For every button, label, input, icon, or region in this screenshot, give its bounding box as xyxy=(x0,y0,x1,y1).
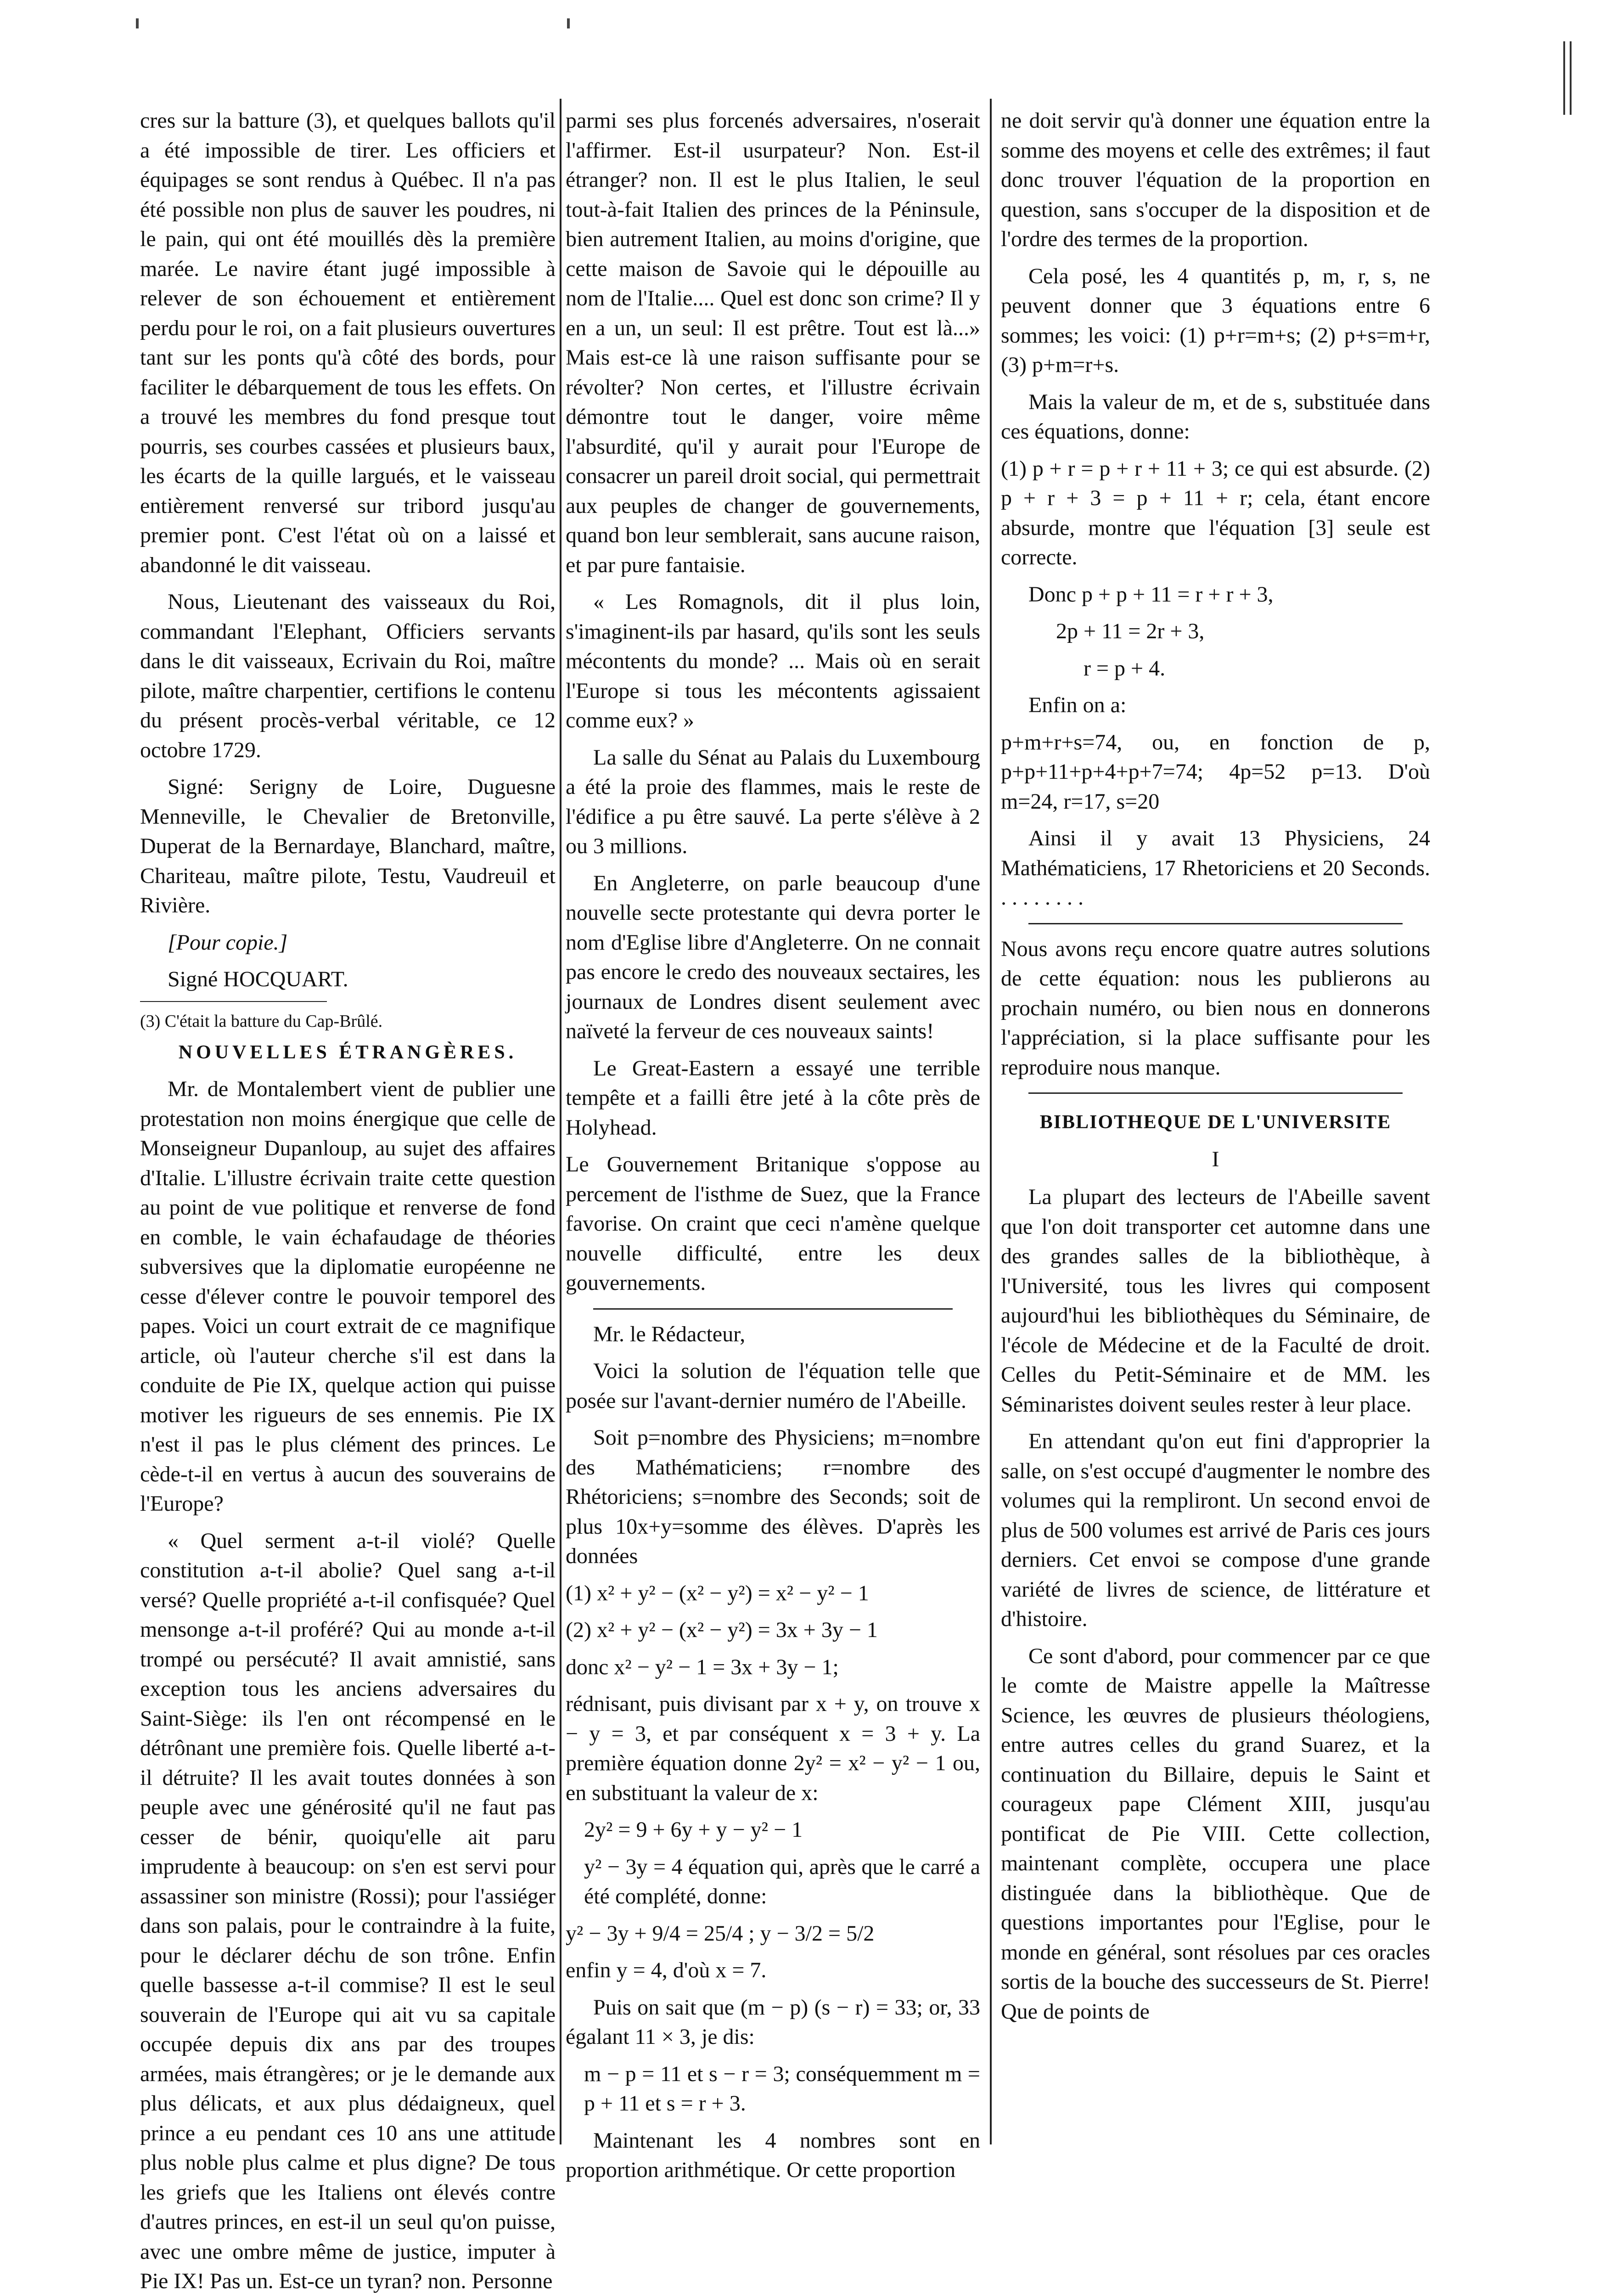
paragraph: BIBLIOTHEQUE DE L'UNIVERSITE xyxy=(1001,1108,1430,1137)
paragraph: Ce sont d'abord, pour commencer par ce que le comte de Maistre appelle la Maîtresse Science, les œuvres de plusieurs théologiens, entre autres celles du grand Suarez, et la continuation du Billaire, depuis le Saint et courageux pape Clément XIII, jusqu'au pontificat de Pie VIII. Cette collection, maintenant complète, occupera une place distinguée dans la bibliothèque. Que de questions importantes pour l'Eglise, pour le monde en général, sont résolues par ces oracles sortis de la bouche des successeurs de St. Pierre! Que de points de xyxy=(1001,1642,1430,2027)
separator-rule xyxy=(1028,1092,1403,1094)
paragraph: Soit p=nombre des Physiciens; m=nombre des Mathématiciens; r=nombre des Rhétoriciens; s=nombre des Seconds; soit de plus 10x+y=somme des élèves. D'après les données xyxy=(566,1423,980,1571)
paragraph: (3) C'était la batture du Cap-Brûlé. xyxy=(140,1009,556,1033)
paragraph: donc x² − y² − 1 = 3x + 3y − 1; xyxy=(566,1653,980,1683)
margin-mark xyxy=(136,18,139,28)
paragraph: Donc p + p + 11 = r + r + 3, xyxy=(1001,580,1430,610)
binding-mark xyxy=(1563,41,1572,115)
paragraph: La salle du Sénat au Palais du Luxembourg a été la proie des flammes, mais le reste de l'édifice a pu être sauvé. La perte s'élève à 2 ou 3 millions. xyxy=(566,743,980,861)
paragraph: rédnisant, puis divisant par x + y, on trouve x − y = 3, et par conséquent x = 3 + y. La première équation donne 2y² = x² − y² − 1 ou, en substituant la valeur de x: xyxy=(566,1689,980,1808)
paragraph: r = p + 4. xyxy=(1001,654,1430,684)
paragraph: 2p + 11 = 2r + 3, xyxy=(1001,617,1430,647)
column-divider xyxy=(560,99,561,2144)
paragraph: I xyxy=(1001,1145,1430,1175)
column-3 xyxy=(1001,99,1430,2144)
paragraph: [Pour copie.] xyxy=(140,928,556,958)
paragraph: cres sur la batture (3), et quelques ballots qu'il a été impossible de tirer. Les officiers et équipages se sont rendus à Québec. Il n'a pas été possible non plus de sauver les poudres, ni le pain, qui ont été mouillés dès la première marée. Le navire étant jugé impossible à relever de son échouement et entièrement perdu pour le roi, on a fait plusieurs ouvertures tant sur les ponts qu'à côté des bords, pour faciliter le débarquement de tous les effets. On a trouvé les membres du fond presque tout pourris, ses courbes cassées et plusieurs baux, les écarts de la quille largués, et le vaisseau entièrement renversé sur tribord jusqu'au premier pont. C'est l'état où on a laissé et abandonné le dit vaisseau. xyxy=(140,106,556,580)
paragraph: Maintenant les 4 nombres sont en proportion arithmétique. Or cette proportion xyxy=(566,2126,980,2185)
paragraph: (1) x² + y² − (x² − y²) = x² − y² − 1 xyxy=(566,1579,980,1609)
paragraph: NOUVELLES ÉTRANGÈRES. xyxy=(140,1038,556,1068)
paragraph: Le Great-Eastern a essayé une terrible tempête et a failli être jeté à la côte près de Holyhead. xyxy=(566,1054,980,1143)
paragraph: parmi ses plus forcenés adversaires, n'oserait l'affirmer. Est-il usurpateur? Non. Est-il étranger? non. Il est le plus Italien, le seul tout-à-fait Italien des princes de la Péninsule, bien autrement Italien, au moins d'origine, que cette maison de Savoie qui le dépouille au nom de l'Italie.... Quel est donc son crime? Il y en a un, un seul: Il est prêtre. Tout est là...» Mais est-ce là une raison suffisante pour se révolter? Non certes, et l'illustre écrivain démontre tout le danger, voire même l'absurdité, qu'il y aurait pour l'Europe de consacrer un pareil droit social, qui permettrait aux peuples de changer de gouvernements, quand bon leur semblerait, sans aucune raison, et par pure fantaisie. xyxy=(566,106,980,580)
paragraph: Enfin on a: xyxy=(1001,691,1430,720)
paragraph: Mr. le Rédacteur, xyxy=(566,1320,980,1350)
column-2 xyxy=(566,99,980,2144)
paragraph: enfin y = 4, d'où x = 7. xyxy=(566,1956,980,1986)
paragraph: Signé: Serigny de Loire, Duguesne Menneville, le Chevalier de Bretonville, Duperat de la Bernardaye, Blanchard, maître, Chariteau, maître pilote, Testu, Vaudreuil et Rivière. xyxy=(140,772,556,921)
paragraph: Mr. de Montalembert vient de publier une protestation non moins énergique que celle de Monseigneur Dupanloup, au sujet des affaires d'Italie. L'illustre écrivain traite cette question au point de vue politique et renverse de fond en comble, le vain échafaudage de théories subversives que la diplomatie européenne ne cesse d'élever contre le pouvoir temporel des papes. Voici un court extrait de ce magnifique article, où l'auteur cherche s'il est dans la conduite de Pie IX, quelque action qui puisse motiver les rigueurs de ses ennemis. Pie IX n'est il pas le plus clément des princes. Le cède-t-il en vertus à aucun des souverains de l'Europe? xyxy=(140,1075,556,1519)
paragraph: ne doit servir qu'à donner une équation entre la somme des moyens et celle des extrêmes; il faut donc trouver l'équation de la proportion en question, sans s'occuper de la disposition et de l'ordre des termes de la proportion. xyxy=(1001,106,1430,254)
paragraph: Le Gouvernement Britanique s'oppose au percement de l'isthme de Suez, que la France favorise. On craint que ceci n'amène quelque nouvelle difficulté, entre les deux gouvernements. xyxy=(566,1150,980,1298)
separator-rule xyxy=(140,1001,327,1002)
paragraph: Nous, Lieutenant des vaisseaux du Roi, commandant l'Elephant, Officiers servants dans le dit vaisseaux, Ecrivain du Roi, maître pilote, maître charpentier, certifions le contenu du présent procès-verbal véritable, ce 12 octobre 1729. xyxy=(140,587,556,765)
paragraph: Signé HOCQUART. xyxy=(140,965,556,995)
paragraph: 2y² = 9 + 6y + y − y² − 1 xyxy=(566,1815,980,1845)
paragraph: Mais la valeur de m, et de s, substituée dans ces équations, donne: xyxy=(1001,388,1430,447)
paragraph: y² − 3y + 9/4 = 25/4 ; y − 3/2 = 5/2 xyxy=(566,1919,980,1949)
separator-rule xyxy=(593,1308,953,1310)
paragraph: p+m+r+s=74, ou, en fonction de p, p+p+11+p+4+p+7=74; 4p=52 p=13. D'où m=24, r=17, s=20 xyxy=(1001,728,1430,817)
column-divider xyxy=(990,99,992,2144)
paragraph: La plupart des lecteurs de l'Abeille savent que l'on doit transporter cet automne dans une des grandes salles de la bibliothèque, à l'Université, tous les livres qui composent aujourd'hui les bibliothèques du Séminaire, de l'école de Médecine et de la Faculté de droit. Celles du Petit-Séminaire et de MM. les Séminaristes doivent seules rester à leur place. xyxy=(1001,1182,1430,1419)
paragraph: Nous avons reçu encore quatre autres solutions de cette équation: nous les publierons au prochain numéro, ou bien nous en donnerons l'appréciation, si la place suffisante pour les reproduire nous manque. xyxy=(1001,934,1430,1083)
paragraph: Puis on sait que (m − p) (s − r) = 33; or, 33 égalant 11 × 3, je dis: xyxy=(566,1993,980,2052)
margin-mark xyxy=(567,18,570,28)
paragraph: (1) p + r = p + r + 11 + 3; ce qui est absurde. (2) p + r + 3 = p + 11 + r; cela, étant encore absurde, montre que l'équation [3] seule est correcte. xyxy=(1001,454,1430,573)
paragraph: Cela posé, les 4 quantités p, m, r, s, ne peuvent donner que 3 équations entre 6 sommes; les voici: (1) p+r=m+s; (2) p+s=m+r, (3) p+m=r+s. xyxy=(1001,262,1430,380)
paragraph: (2) x² + y² − (x² − y²) = 3x + 3y − 1 xyxy=(566,1615,980,1645)
column-1 xyxy=(140,99,556,2144)
paragraph: y² − 3y = 4 équation qui, après que le carré a été complété, donne: xyxy=(566,1852,980,1912)
paragraph: m − p = 11 et s − r = 3; conséquemment m = p + 11 et s = r + 3. xyxy=(566,2060,980,2119)
paragraph: En attendant qu'on eut fini d'approprier la salle, on s'est occupé d'augmenter le nombre des volumes qui la rempliront. Un second envoi de plus de 500 volumes est arrivé de Paris ces jours derniers. Cet envoi se compose d'une grande variété de livres de science, de littérature et d'histoire. xyxy=(1001,1427,1430,1634)
paragraph: Ainsi il y avait 13 Physiciens, 24 Mathématiciens, 17 Rhetoriciens et 20 Seconds. . . . . . . . . xyxy=(1001,824,1430,913)
paragraph: « Quel serment a-t-il violé? Quelle constitution a-t-il abolie? Quel sang a-t-il versé? Quelle propriété a-t-il confisquée? Quel mensonge a-t-il proféré? Qui au monde a-t-il trompé ou persécuté? Il avait amnistié, sans exception tous les anciens adversaires du Saint-Siège: ils l'en ont récompensé en le détrônant une première fois. Quelle liberté a-t-il détruite? Il les avait toutes données à son peuple avec une générosité qu'il ne faut pas cesser de bénir, quoiqu'elle ait paru imprudente à beaucoup: on s'en est servi pour assassiner son ministre (Rossi); pour l'assiéger dans son palais, pour le contraindre à la fuite, pour le déclarer déchu de son trône. Enfin quelle bassesse a-t-il commise? Il est le seul souverain de l'Europe qui ait vu sa capitale occupée depuis dix ans par des troupes armées, mais étrangères; or je le demande aux plus délicats, et aux plus dédaigneux, quel prince a eu pendant ces 10 ans une attitude plus noble plus calme et plus digne? De tous les griefs que les Italiens ont élevés contre d'autres princes, en est-il un seul qu'on puisse, avec une ombre même de justice, imputer à Pie IX! Pas un. Est-ce un tyran? non. Personne xyxy=(140,1526,556,2296)
separator-rule xyxy=(1028,923,1403,924)
paragraph: En Angleterre, on parle beaucoup d'une nouvelle secte protestante qui devra porter le nom d'Eglise libre d'Angleterre. On ne connait pas encore le credo des nouveaux sectaires, les journaux de Londres disent seulement avec naïveté la ferveur de ces nouveaux saints! xyxy=(566,869,980,1047)
paragraph: « Les Romagnols, dit il plus loin, s'imaginent-ils par hasard, qu'ils sont les seuls mécontents du monde? ... Mais où en serait l'Europe si tous les mécontents agissaient comme eux? » xyxy=(566,587,980,736)
paragraph: Voici la solution de l'équation telle que posée sur l'avant-dernier numéro de l'Abeille. xyxy=(566,1356,980,1416)
